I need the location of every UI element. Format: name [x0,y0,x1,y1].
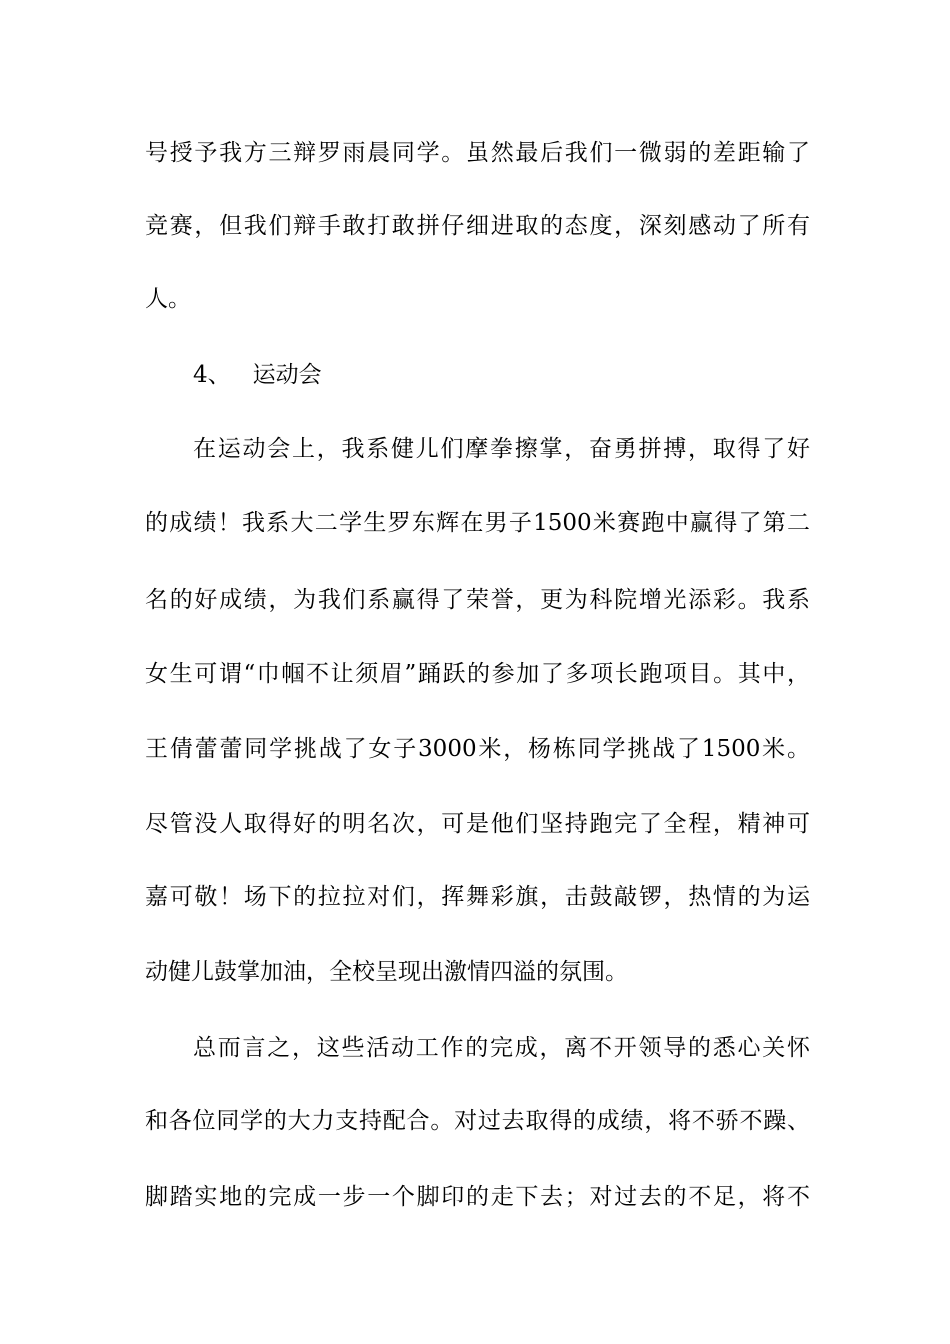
text-line: 在运动会上，我系健儿们摩拳擦掌，奋勇拼搏，取得了好 [193,436,810,462]
text-line: 人。 [145,286,191,312]
text-line: 竞赛，但我们辩手敢打敢拼仔细进取的态度，深刻感动了所有 [145,213,810,239]
section-title: 运动会 [252,362,322,388]
text-line: 王倩蕾蕾同学挑战了女子3000米，杨栋同学挑战了1500米。 [145,736,810,762]
text-line: 嘉可敬！场下的拉拉对们，挥舞彩旗，击鼓敲锣，热情的为运 [145,884,810,910]
text-line: 尽管没人取得好的明名次，可是他们坚持跑完了全程，精神可 [145,811,810,837]
text-line: 和各位同学的大力支持配合。对过去取得的成绩，将不骄不躁、 [145,1108,810,1134]
text-line: 的成绩！我系大二学生罗东辉在男子1500米赛跑中赢得了第二 [145,510,810,536]
text-line: 动健儿鼓掌加油，全校呈现出激情四溢的氛围。 [145,959,628,985]
section-heading [193,355,322,395]
text-line: 号授予我方三辩罗雨晨同学。虽然最后我们一微弱的差距输了 [145,140,810,166]
text-line: 女生可谓“巾帼不让须眉”踊跃的参加了多项长跑项目。其中， [145,661,810,687]
text-line: 总而言之，这些活动工作的完成，离不开领导的悉心关怀 [193,1035,810,1061]
section-number: 4、 [193,362,231,388]
text-line: 脚踏实地的完成一步一个脚印的走下去；对过去的不足，将不 [145,1184,810,1210]
text-line: 名的好成绩，为我们系赢得了荣誉，更为科院增光添彩。我系 [145,587,810,613]
